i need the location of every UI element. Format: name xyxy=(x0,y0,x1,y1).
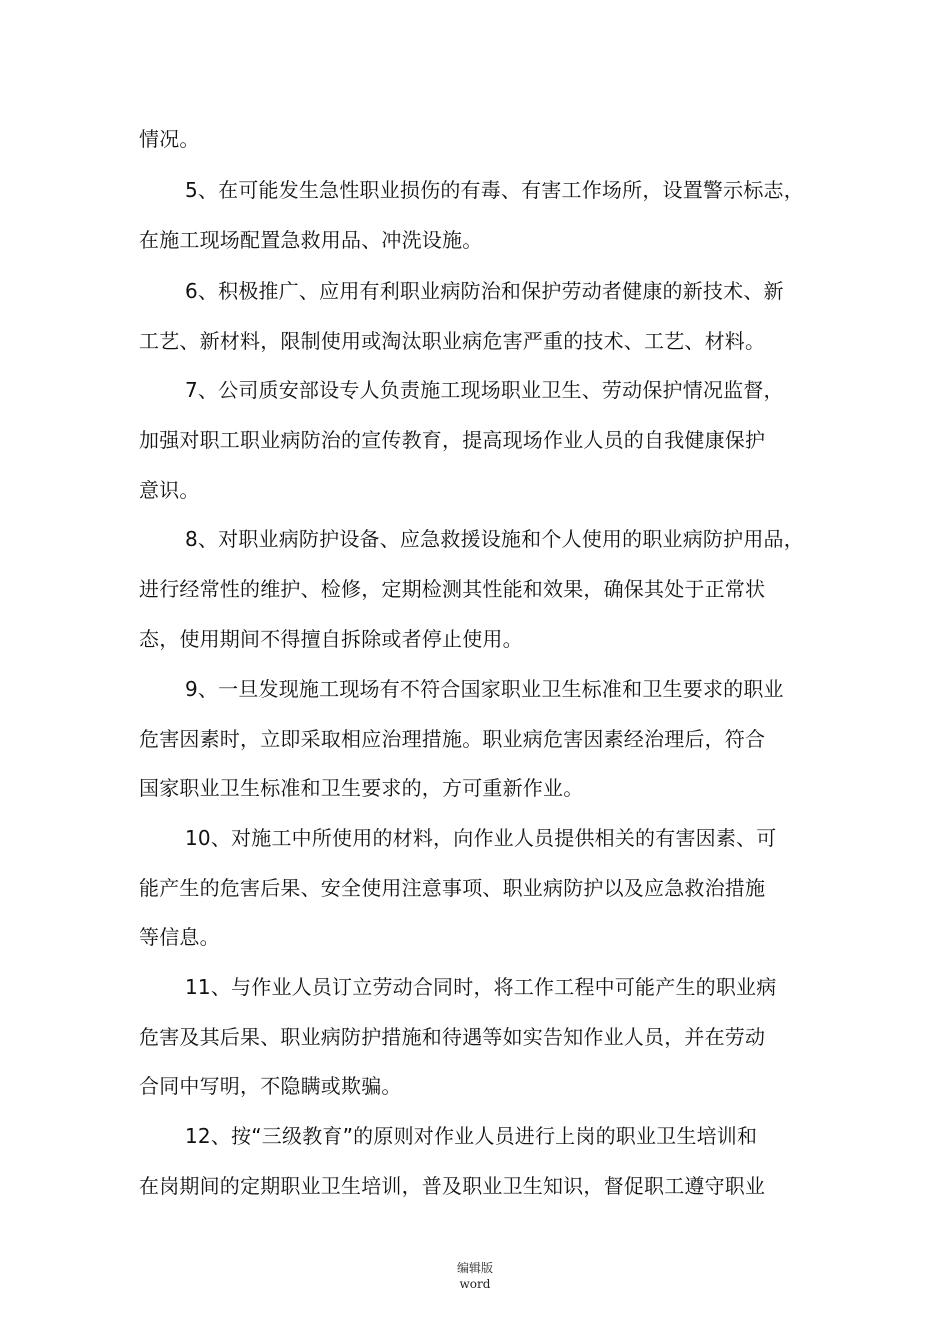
text-line: 12、按“三级教育”的原则对作业人员进行上岗的职业卫生培训和 xyxy=(185,1124,758,1148)
text-line: 加强对职工职业病防治的宣传教育，提高现场作业人员的自我健康保护 xyxy=(139,428,766,452)
text-line: 合同中写明，不隐瞒或欺骗。 xyxy=(139,1074,402,1098)
text-line: 进行经常性的维护、检修，定期检测其性能和效果，确保其处于正常状 xyxy=(139,577,766,601)
text-line: 国家职业卫生标准和卫生要求的，方可重新作业。 xyxy=(139,776,584,800)
text-line: 10、对施工中所使用的材料，向作业人员提供相关的有害因素、可 xyxy=(185,826,777,850)
text-line: 危害因素时，立即采取相应治理措施。职业病危害因素经治理后，符合 xyxy=(139,727,766,751)
text-line: 工艺、新材料，限制使用或淘汰职业病危害严重的技术、工艺、材料。 xyxy=(139,329,766,353)
text-line: 8、对职业病防护设备、应急救援设施和个人使用的职业病防护用品， xyxy=(185,527,804,551)
text-line: 7、公司质安部设专人负责施工现场职业卫生、劳动保护情况监督， xyxy=(185,378,784,402)
text-line: 情况。 xyxy=(139,127,200,151)
footer-label: 编辑版 xyxy=(456,1261,493,1275)
text-line: 在施工现场配置急救用品、冲洗设施。 xyxy=(139,228,483,252)
text-line: 在岗期间的定期职业卫生培训，普及职业卫生知识，督促职工遵守职业 xyxy=(139,1174,766,1198)
text-line: 等信息。 xyxy=(139,925,220,949)
text-line: 5、在可能发生急性职业损伤的有毒、有害工作场所，设置警示标志， xyxy=(185,178,804,202)
text-line: 9、一旦发现施工现场有不符合国家职业卫生标准和卫生要求的职业 xyxy=(185,677,784,701)
text-line: 能产生的危害后果、安全使用注意事项、职业病防护以及应急救治措施 xyxy=(139,876,766,900)
text-line: 危害及其后果、职业病防护措施和待遇等如实告知作业人员，并在劳动 xyxy=(139,1025,766,1049)
text-line: 意识。 xyxy=(139,478,200,502)
text-line: 11、与作业人员订立劳动合同时，将工作工程中可能产生的职业病 xyxy=(185,975,777,999)
footer-sublabel: word xyxy=(459,1277,491,1291)
text-line: 态，使用期间不得擅自拆除或者停止使用。 xyxy=(139,627,523,651)
text-line: 6、积极推广、应用有利职业病防治和保护劳动者健康的新技术、新 xyxy=(185,279,784,303)
